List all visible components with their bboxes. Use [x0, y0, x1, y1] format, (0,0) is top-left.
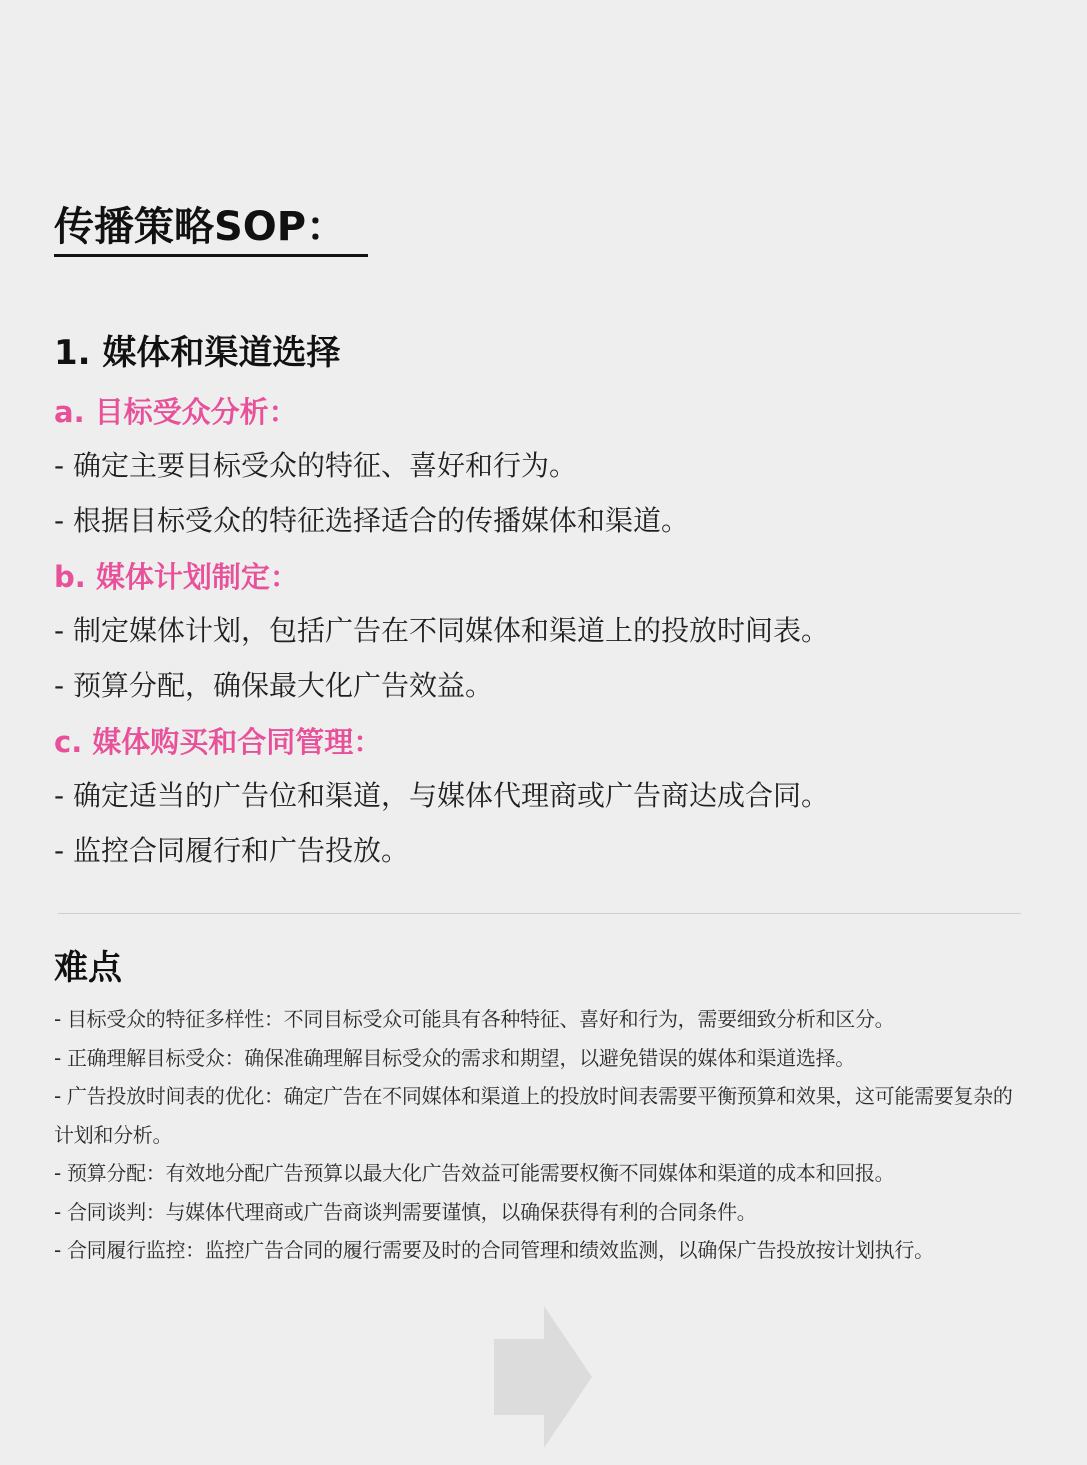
subsection-heading: c. 媒体购买和合同管理：: [54, 725, 383, 759]
difficulties-list: [54, 1000, 1029, 1270]
difficulty-item: - 合同履行监控：监控广告合同的履行需要及时的合同管理和绩效监测，以确保广告投放按计划执行。: [54, 1238, 934, 1262]
section-heading: 1. 媒体和渠道选择: [54, 333, 341, 373]
difficulties-heading: 难点: [54, 948, 122, 988]
bullet-item: - 根据目标受众的特征选择适合的传播媒体和渠道。: [54, 504, 690, 537]
subsection-heading: a. 目标受众分析：: [54, 395, 298, 429]
subsection-media-buying: [54, 722, 1034, 878]
difficulty-item: - 合同谈判：与媒体代理商或广告商谈判需要谨慎，以确保获得有利的合同条件。: [54, 1199, 757, 1224]
bullet-item: - 确定适当的广告位和渠道，与媒体代理商或广告商达成合同。: [54, 779, 830, 812]
subsection-audience-analysis: [54, 392, 1034, 548]
arrow-right-icon[interactable]: [494, 1306, 592, 1448]
page-title: 传播策略SOP：: [54, 200, 368, 257]
difficulty-item: - 目标受众的特征多样性：不同目标受众可能具有各种特征、喜好和行为，需要细致分析和区分。: [54, 1007, 895, 1031]
subsection-heading: b. 媒体计划制定：: [54, 560, 299, 594]
difficulty-item: - 广告投放时间表的优化：确定广告在不同媒体和渠道上的投放时间表需要平衡预算和效果，这可能需要复杂的计划和分析。: [54, 1084, 1013, 1147]
difficulty-item: - 预算分配：有效地分配广告预算以最大化广告效益可能需要权衡不同媒体和渠道的成本和回报。: [54, 1161, 895, 1185]
bullet-item: - 预算分配，确保最大化广告效益。: [54, 669, 494, 702]
bullet-item: - 确定主要目标受众的特征、喜好和行为。: [54, 449, 578, 482]
bullet-item: - 监控合同履行和广告投放。: [54, 834, 410, 867]
subsection-media-plan: [54, 557, 1034, 713]
difficulty-item: - 正确理解目标受众：确保准确理解目标受众的需求和期望，以避免错误的媒体和渠道选择。: [54, 1045, 855, 1070]
bullet-item: - 制定媒体计划，包括广告在不同媒体和渠道上的投放时间表。: [54, 614, 830, 647]
divider: [58, 913, 1021, 914]
